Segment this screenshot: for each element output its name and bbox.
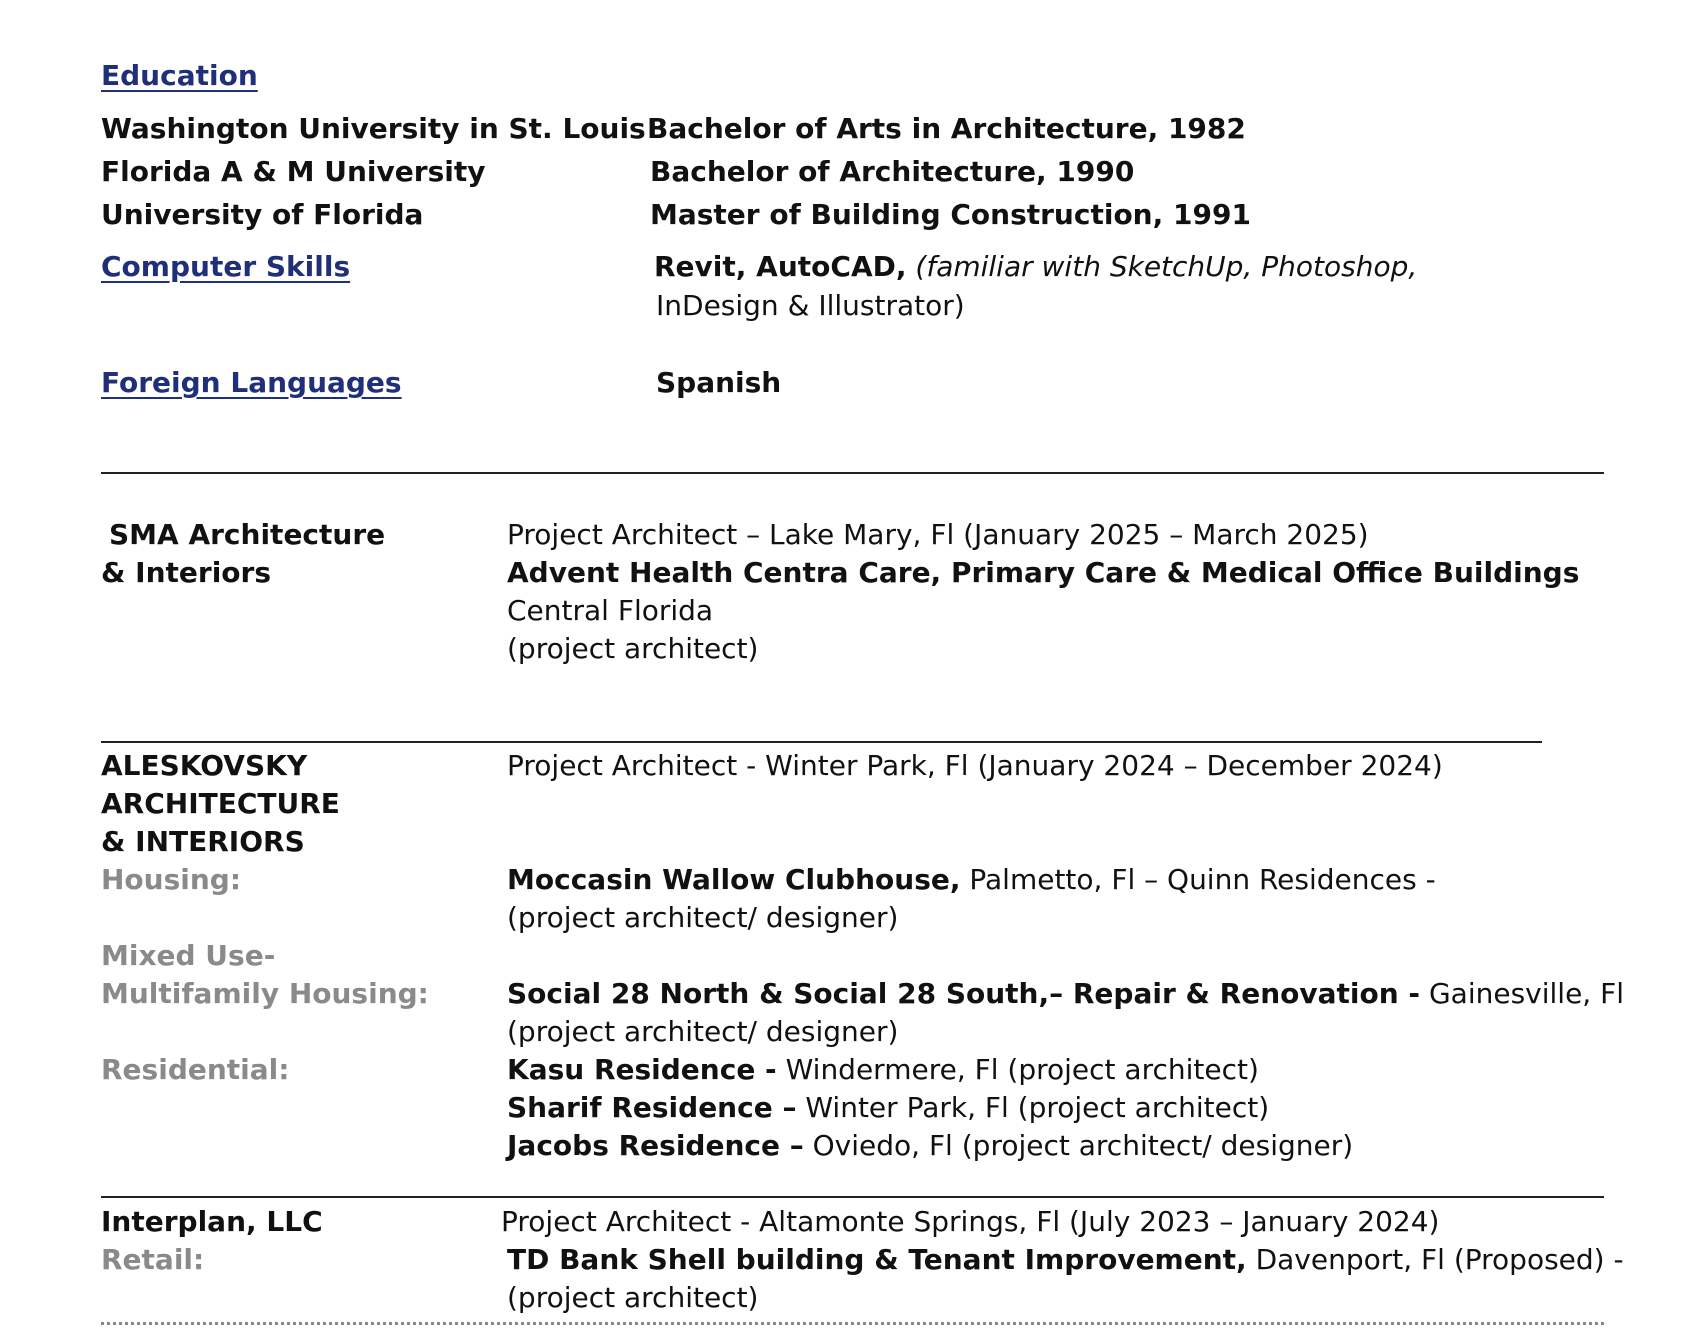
computer-skills-main: Revit, AutoCAD, (654, 250, 907, 283)
education-heading: Education (101, 59, 258, 92)
retail-note: (project architect) (507, 1281, 759, 1314)
retail-detail: Davenport, Fl (Proposed) - (1246, 1243, 1624, 1276)
foreign-languages-heading: Foreign Languages (101, 366, 402, 399)
education-school-1: Washington University in St. Louis (101, 112, 646, 145)
retail-project: TD Bank Shell building & Tenant Improvement, (507, 1243, 1247, 1276)
aleskovsky-role: Project Architect - Winter Park, Fl (January 2024 – December 2024) (507, 749, 1443, 782)
section-divider (101, 1196, 1604, 1198)
aleskovsky-company-line-1: ALESKOVSKY (101, 749, 308, 782)
interplan-role: Project Architect - Altamonte Springs, Fl (July 2023 – January 2024) (501, 1205, 1440, 1238)
mixed-use-label-1: Mixed Use- (101, 939, 276, 972)
mixed-use-project-line (507, 975, 1624, 1013)
mixed-use-detail: Gainesville, Fl (1420, 977, 1624, 1010)
aleskovsky-company-line-3: & INTERIORS (101, 825, 305, 858)
residence-line (507, 1051, 1259, 1089)
housing-detail: Palmetto, Fl – Quinn Residences - (960, 863, 1436, 896)
sma-note: (project architect) (507, 632, 759, 665)
computer-skills-line-1 (654, 248, 1417, 286)
mixed-use-project: Social 28 North & Social 28 South,– Repair & Renovation - (507, 977, 1421, 1010)
page-bottom-divider (101, 1322, 1604, 1325)
housing-label: Housing: (101, 863, 242, 896)
sma-project: Advent Health Centra Care, Primary Care & Medical Office Buildings (507, 556, 1580, 589)
mixed-use-note: (project architect/ designer) (507, 1015, 899, 1048)
residence-name: Kasu Residence - (507, 1053, 777, 1086)
interplan-company: Interplan, LLC (101, 1205, 323, 1238)
sma-company-line-1: SMA Architecture (109, 518, 386, 551)
section-divider (101, 741, 1542, 743)
section-divider (101, 472, 1604, 474)
computer-skills-familiar: (familiar with SketchUp, Photoshop, (915, 250, 1418, 283)
residence-line (507, 1089, 1269, 1127)
education-degree-2: Bachelor of Architecture, 1990 (650, 155, 1135, 188)
education-school-3: University of Florida (101, 198, 424, 231)
retail-project-line (507, 1241, 1624, 1279)
residence-detail: Oviedo, Fl (project architect/ designer) (803, 1129, 1354, 1162)
education-school-2: Florida A & M University (101, 155, 486, 188)
housing-project-line (507, 861, 1436, 899)
residential-label: Residential: (101, 1053, 290, 1086)
sma-role: Project Architect – Lake Mary, Fl (January 2025 – March 2025) (507, 518, 1369, 551)
computer-skills-heading: Computer Skills (101, 250, 351, 283)
mixed-use-label-2: Multifamily Housing: (101, 977, 429, 1010)
retail-label: Retail: (101, 1243, 205, 1276)
sma-location: Central Florida (507, 594, 714, 627)
computer-skills-line-2: InDesign & Illustrator) (656, 289, 965, 322)
housing-note: (project architect/ designer) (507, 901, 899, 934)
residence-name: Jacobs Residence – (507, 1129, 804, 1162)
education-degree-1: Bachelor of Arts in Architecture, 1982 (647, 112, 1246, 145)
residence-name: Sharif Residence – (507, 1091, 797, 1124)
residence-detail: Winter Park, Fl (project architect) (796, 1091, 1270, 1124)
residence-detail: Windermere, Fl (project architect) (776, 1053, 1259, 1086)
foreign-languages-value: Spanish (656, 366, 782, 399)
aleskovsky-company-line-2: ARCHITECTURE (101, 787, 340, 820)
education-degree-3: Master of Building Construction, 1991 (650, 198, 1251, 231)
residence-line (507, 1127, 1353, 1165)
sma-company-line-2: & Interiors (101, 556, 272, 589)
housing-project: Moccasin Wallow Clubhouse, (507, 863, 961, 896)
